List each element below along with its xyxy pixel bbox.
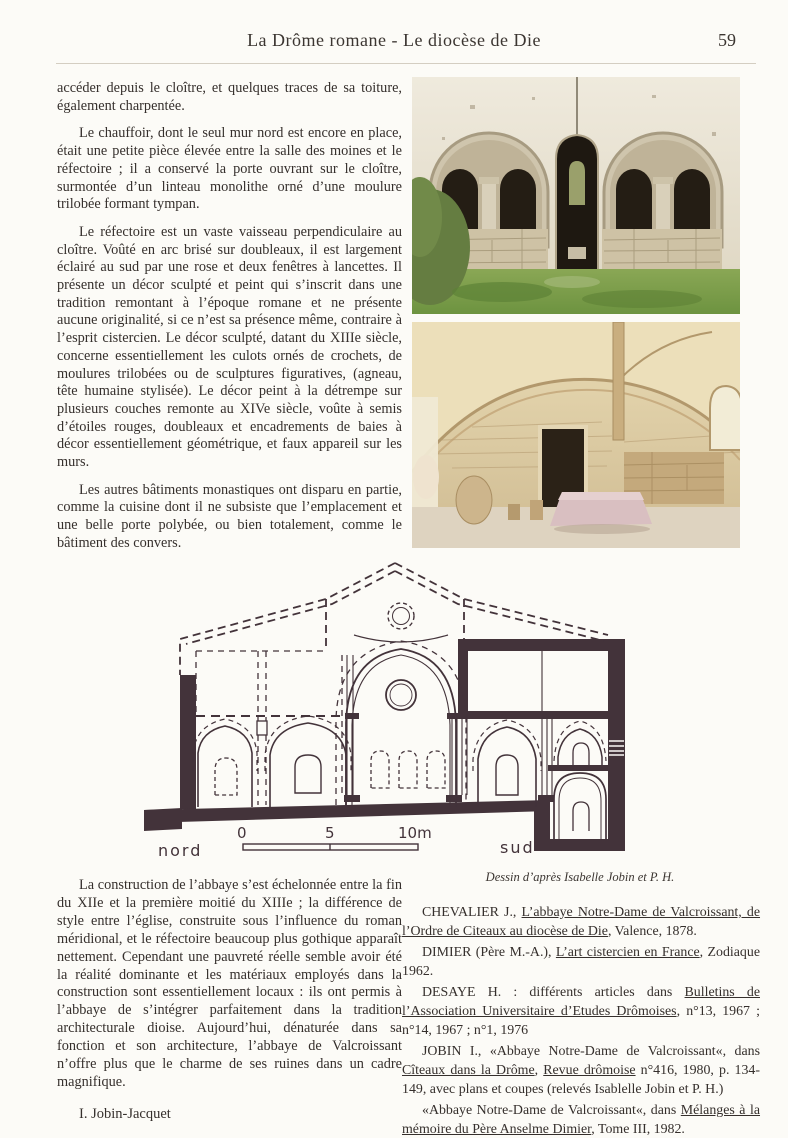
bibliography-text: DESAYE H. : différents articles dans	[422, 985, 685, 1000]
bibliography-text: , Tome III, 1982.	[591, 1122, 685, 1137]
scale-label-0: 0	[237, 824, 247, 842]
author-signature: I. Jobin-Jacquet	[79, 1105, 171, 1122]
bibliography-title: L’art cistercien en France	[555, 945, 700, 960]
photo-cloister	[412, 77, 740, 314]
article-paragraph: Les autres bâtiments monastiques ont disparu en partie, comme la cuisine dont il ne subsiste que l’emplacement et une belle porte polybée, ou bien totalement, comme le bâtiment des convers.	[57, 481, 402, 551]
header-rule	[56, 63, 756, 64]
conclusion-paragraph: La construction de l’abbaye s’est échelonnée entre la fin du XIIe et la première moitié du XIIIe ; la différence de style entre l’église, construite sous l’influence du roman méridional, et le réfectoire beaucoup plus gothique apparaît nettement. Cependant une pauvreté réelle semble avoir été la réalité dominante et les matériaux employés dans la construction sont essentiellement locaux : ils ont permis à l’abbaye de s’intégrer parfaitement dans la tradition architecturale dioise. Aujourd’hui, dénaturée dans sa fonction et son architecture, l’abbaye de Valcroissant n’offre plus que le charme de ses ruines dans un cadre magnifique.	[57, 877, 402, 1090]
bibliography-title: Mélanges à la mémoire du Père Anselme Dimier	[402, 1103, 761, 1137]
page-title: La Drôme romane - Le diocèse de Die	[247, 30, 541, 50]
aisle-north	[193, 716, 351, 807]
bibliography-text: n°416, 1980, p. 134-149, avec plans et coupes (relevés Isablelle Jobin et P. H.)	[402, 1063, 760, 1097]
bibliography-text: «Abbaye Notre-Dame de Valcroissant«, dans	[422, 1103, 681, 1118]
poche-walls	[144, 639, 625, 851]
bibliography-entry	[402, 1101, 760, 1138]
roof-dashed	[180, 563, 608, 675]
drawing-labels	[158, 824, 535, 860]
window	[710, 386, 740, 450]
article-paragraph: Le réfectoire est un vaste vaisseau perpendiculaire au cloître. Voûté en arc brisé sur doubleaux, il est largement éclairé au sud par une rose et deux fenêtres à lancettes. Il présente un décor sculpté et peint qui s’inscrit dans une tradition remontant à l’époque romane et ne présente aucune originalité, si ce n’est sa présence même, contraire à l’esprit cistercien. Le décor sculpté, datant du XIIIe siècle, concerne essentiellement les culots ornés de crochets, de moulures trilobées ou de sculptures figuratives, (agneau, tête humaine stylisée). Le décor peint à la détrempe sur plusieurs couches remonte au XIVe siècle, voûte à semis d’étoiles rouges, doubleaux et encadrements de baies à décor essentiellement géométrique, et faux appareil sur les murs.	[57, 223, 402, 471]
bibliography	[402, 903, 760, 1138]
bibliography-text: CHEVALIER J.,	[422, 905, 522, 920]
bibliography-entry	[402, 903, 760, 941]
label-sud: sud	[500, 838, 535, 857]
section-drawing	[130, 555, 660, 865]
bibliography-text: , Valence, 1878.	[607, 924, 697, 939]
bibliography-title: Bulletins de l’Association Universitaire d’Etudes Drômoises	[402, 985, 760, 1019]
bibliography-title: L’abbaye Notre-Dame de Valcroissant, de l’Ordre de Citeaux au diocèse de Die	[402, 905, 761, 939]
nave-section	[336, 603, 467, 807]
door-window	[569, 161, 585, 205]
bibliography-entry	[402, 1042, 760, 1099]
article-column	[57, 80, 402, 553]
label-nord: nord	[158, 841, 203, 860]
cloister-bay-right	[602, 133, 722, 273]
bibliography-text: , Zodiaque 1962.	[402, 945, 760, 979]
article-paragraph: Le chauffoir, dont le seul mur nord est encore en place, était une petite pièce élevée entre la salle des moines et le réfectoire ; il a conservé la porte ouvrant sur le cloître, surmontée d’un linteau monolithe orné d’une moulure trilobée formant tympan.	[57, 125, 402, 213]
bibliography-text: ,	[534, 1063, 544, 1078]
drawing-caption: Dessin d’après Isabelle Jobin et P. H.	[485, 870, 675, 884]
bibliography-text: DIMIER (Père M.-A.),	[422, 945, 556, 960]
rose-window	[388, 603, 414, 629]
photo-interior	[412, 322, 740, 548]
bibliography-text: , n°13, 1967 ; n°14, 1967 ; n°1, 1976	[402, 1004, 760, 1038]
bibliography-entry	[402, 983, 760, 1040]
stone-drum	[456, 476, 492, 524]
page-number: 59	[718, 30, 736, 50]
bibliography-title: Revue drômoise	[543, 1063, 636, 1078]
scale-bar	[243, 844, 418, 850]
stone-fragment	[413, 455, 439, 499]
bibliography-entry	[402, 943, 760, 981]
scale-label-10m: 10m	[398, 824, 432, 842]
conclusion-column	[57, 877, 402, 1124]
bibliography-title: Cîteaux dans la Drôme	[402, 1063, 535, 1078]
article-paragraph: accéder depuis le cloître, et quelques traces de sa toiture, également charpentée.	[57, 80, 402, 114]
bibliography-text: JOBIN I., «Abbaye Notre-Dame de Valcroissant«, dans	[422, 1044, 760, 1059]
scale-label-5: 5	[325, 824, 335, 842]
vault-pier	[613, 322, 624, 440]
